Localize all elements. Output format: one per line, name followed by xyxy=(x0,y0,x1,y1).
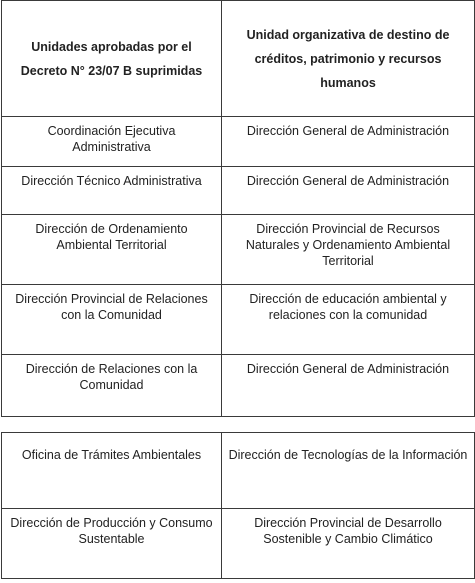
destination-unit-cell: Dirección Provincial de Recursos Naturales y Ordenamiento Ambiental Territorial xyxy=(222,215,475,285)
destination-unit-cell: Dirección General de Administración xyxy=(222,355,475,417)
suppressed-unit-cell: Dirección Provincial de Relaciones con la Comunidad xyxy=(2,285,222,355)
suppressed-unit-cell: Oficina de Trámites Ambientales xyxy=(2,433,222,509)
suppressed-unit-cell: Dirección de Relaciones con la Comunidad xyxy=(2,355,222,417)
suppressed-unit-cell: Coordinación Ejecutiva Administrativa xyxy=(2,117,222,167)
table-row xyxy=(2,215,475,285)
table-row xyxy=(2,355,475,417)
header-destination-unit: Unidad organizativa de destino de créditos, patrimonio y recursos humanos xyxy=(222,1,475,117)
table-header-row xyxy=(2,1,475,117)
units-table-continued xyxy=(1,432,475,579)
table-row xyxy=(2,117,475,167)
destination-unit-cell: Dirección General de Administración xyxy=(222,117,475,167)
destination-unit-cell: Dirección de educación ambiental y relaciones con la comunidad xyxy=(222,285,475,355)
destination-unit-cell: Dirección Provincial de Desarrollo Sostenible y Cambio Climático xyxy=(222,509,475,579)
table-row xyxy=(2,433,475,509)
suppressed-unit-cell: Dirección de Ordenamiento Ambiental Territorial xyxy=(2,215,222,285)
suppressed-unit-cell: Dirección de Producción y Consumo Sustentable xyxy=(2,509,222,579)
destination-unit-cell: Dirección de Tecnologías de la Información xyxy=(222,433,475,509)
units-table xyxy=(1,0,475,417)
table-row xyxy=(2,509,475,579)
suppressed-unit-cell: Dirección Técnico Administrativa xyxy=(2,167,222,215)
table-row xyxy=(2,285,475,355)
header-suppressed-units: Unidades aprobadas por el Decreto N° 23/07 B suprimidas xyxy=(2,1,222,117)
destination-unit-cell: Dirección General de Administración xyxy=(222,167,475,215)
table-row xyxy=(2,167,475,215)
